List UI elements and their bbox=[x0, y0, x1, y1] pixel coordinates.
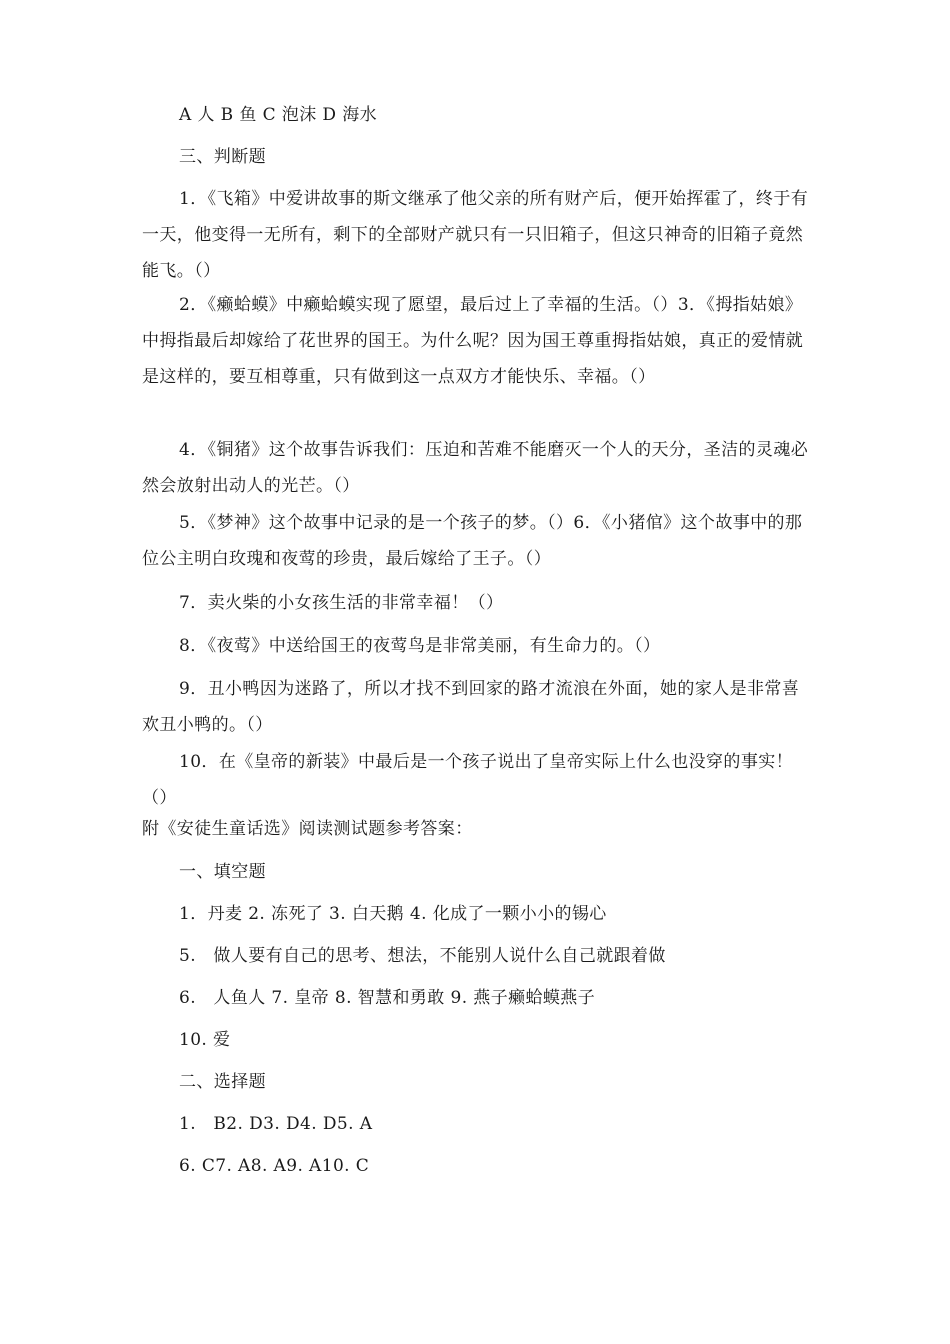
question-2-3: 2．《癞蛤蟆》中癞蛤蟆实现了愿望，最后过上了幸福的生活。（）3．《拇指姑娘》中拇指最后却嫁给了花世界的国王。为什么呢？因为国王尊重拇指姑娘，真正的爱情就是这样的，要互相尊重，只有做到这一点双方才能快乐、幸福。（） bbox=[142, 295, 804, 387]
answers-choice-6-10: 6. C7. A8. A9. A10. C bbox=[179, 1156, 370, 1176]
answers-section-choice: 二、选择题 bbox=[179, 1072, 266, 1092]
question-7: 7．卖火柴的小女孩生活的非常幸福！（） bbox=[179, 593, 504, 613]
question-9: 9．丑小鸭因为迷路了，所以才找不到回家的路才流浪在外面，她的家人是非常喜欢丑小鸭的。（） bbox=[142, 679, 800, 735]
question-10: 10．在《皇帝的新装》中最后是一个孩子说出了皇帝实际上什么也没穿的事实！（） bbox=[142, 752, 794, 808]
answers-section-fill-blank: 一、填空题 bbox=[179, 862, 266, 882]
choice-options: A 人 B 鱼 C 泡沫 D 海水 bbox=[179, 105, 378, 125]
answers-fill-1-4: 1．丹麦 2. 冻死了 3. 白天鹅 4. 化成了一颗小小的锡心 bbox=[179, 904, 607, 924]
question-1: 1．《飞箱》中爱讲故事的斯文继承了他父亲的所有财产后，便开始挥霍了，终于有一天，他变得一无所有，剩下的全部财产就只有一只旧箱子，但这只神奇的旧箱子竟然能飞。（） bbox=[142, 189, 809, 281]
answers-fill-10: 10. 爱 bbox=[179, 1030, 231, 1050]
section-heading-judgment: 三、判断题 bbox=[179, 147, 266, 167]
answers-title: 附《安徒生童话选》阅读测试题参考答案： bbox=[142, 819, 473, 839]
question-8: 8．《夜莺》中送给国王的夜莺鸟是非常美丽，有生命力的。（） bbox=[179, 636, 661, 656]
answers-choice-1-5: 1. B2. D3. D4. D5. A bbox=[179, 1114, 373, 1134]
answers-fill-6-9: 6. 人鱼人 7. 皇帝 8. 智慧和勇敢 9. 燕子癞蛤蟆燕子 bbox=[179, 988, 596, 1008]
question-5-6: 5．《梦神》这个故事中记录的是一个孩子的梦。（）6．《小猪倌》这个故事中的那位公主明白玫瑰和夜莺的珍贵，最后嫁给了王子。（） bbox=[142, 513, 803, 569]
question-4: 4．《铜猪》这个故事告诉我们：压迫和苦难不能磨灭一个人的天分，圣洁的灵魂必然会放射出动人的光芒。（） bbox=[142, 440, 809, 496]
answers-fill-5: 5. 做人要有自己的思考、想法，不能别人说什么自己就跟着做 bbox=[179, 946, 666, 966]
